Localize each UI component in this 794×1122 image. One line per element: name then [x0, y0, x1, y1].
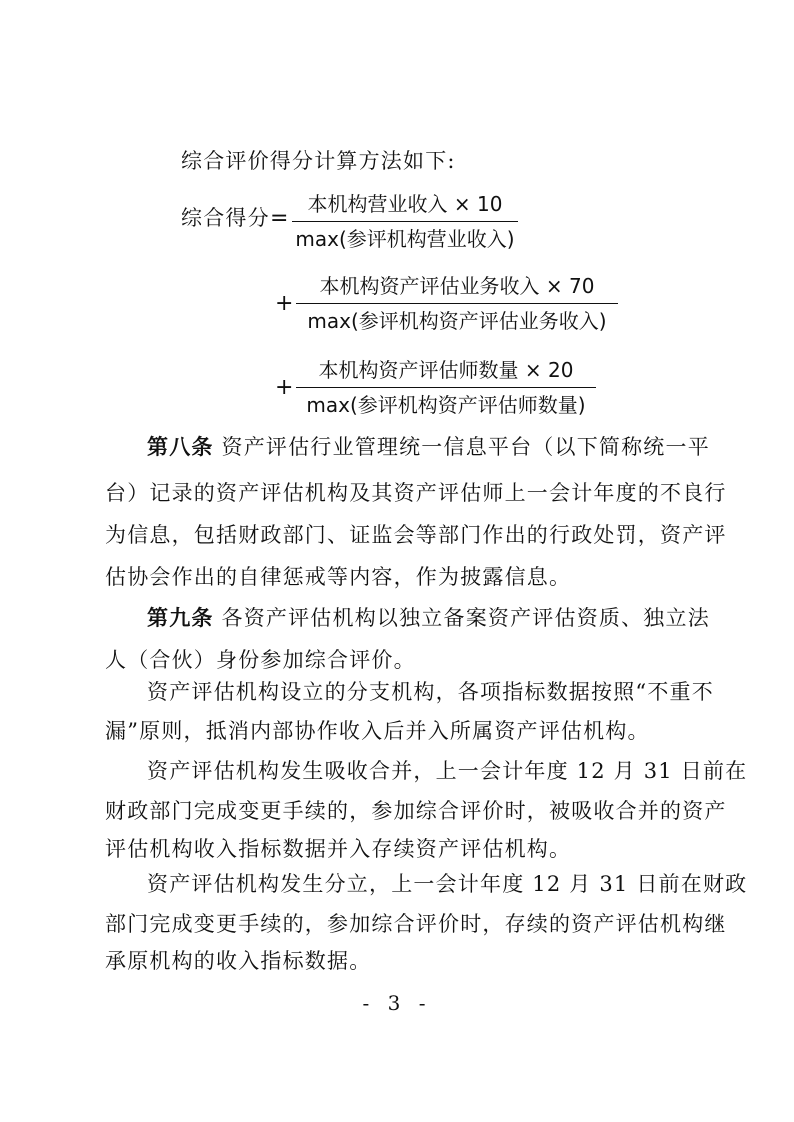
paragraph-split-line-1: 资产评估机构发生分立，上一会计年度 12 月 31 日前在财政: [147, 872, 748, 896]
article-8-line-3: 为信息，包括财政部门、证监会等部门作出的行政处罚，资产评: [105, 523, 727, 547]
article-9-text-1: 各资产评估机构以独立备案资产评估资质、独立法: [221, 606, 710, 630]
term2-denominator: max(参评机构资产评估业务收入): [307, 309, 607, 333]
paragraph-split-line-3: 承原机构的收入指标数据。: [105, 949, 372, 973]
article-8-text-1: 资产评估行业管理统一信息平台（以下简称统一平: [221, 435, 710, 459]
plus-sign-2: +: [275, 375, 294, 400]
term3-denominator: max(参评机构资产评估师数量): [306, 393, 586, 417]
term3-fraction-bar: [296, 387, 596, 388]
article-9-line-2: 人（合伙）身份参加综合评价。: [105, 648, 416, 672]
term2-fraction-bar: [296, 303, 618, 304]
article-9-title: 第九条: [147, 606, 214, 630]
paragraph-branch-line-1: 资产评估机构设立的分支机构，各项指标数据按照“不重不: [147, 680, 714, 704]
paragraph-merge-line-3: 评估机构收入指标数据并入存续资产评估机构。: [105, 837, 572, 861]
article-8-line-4: 估协会作出的自律惩戒等内容，作为披露信息。: [105, 565, 572, 589]
equals-sign: =: [270, 206, 289, 231]
paragraph-merge-line-2: 财政部门完成变更手续的，参加综合评价时，被吸收合并的资产: [105, 799, 727, 823]
paragraph-branch-line-2: 漏”原则，抵消内部协作收入后并入所属资产评估机构。: [105, 719, 650, 743]
article-8-line-2: 台）记录的资产评估机构及其资产评估师上一会计年度的不良行: [105, 481, 727, 505]
article-8-line-1: [147, 432, 710, 462]
formula-intro: 综合评价得分计算方法如下:: [181, 149, 456, 173]
paragraph-merge-line-1: 资产评估机构发生吸收合并，上一会计年度 12 月 31 日前在: [147, 759, 748, 783]
term1-fraction-bar: [292, 221, 518, 222]
term2-numerator: 本机构资产评估业务收入 × 70: [319, 274, 595, 298]
paragraph-split-line-2: 部门完成变更手续的，参加综合评价时，存续的资产评估机构继: [105, 912, 727, 936]
article-9-line-1: [147, 603, 710, 633]
article-8-title: 第八条: [147, 435, 214, 459]
page-number: - 3 -: [362, 991, 432, 1015]
term1-numerator: 本机构营业收入 × 10: [307, 192, 503, 216]
plus-sign-1: +: [275, 291, 294, 316]
formula-lhs: 综合得分: [181, 206, 270, 230]
term1-denominator: max(参评机构营业收入): [295, 227, 515, 251]
term3-numerator: 本机构资产评估师数量 × 20: [318, 358, 574, 382]
